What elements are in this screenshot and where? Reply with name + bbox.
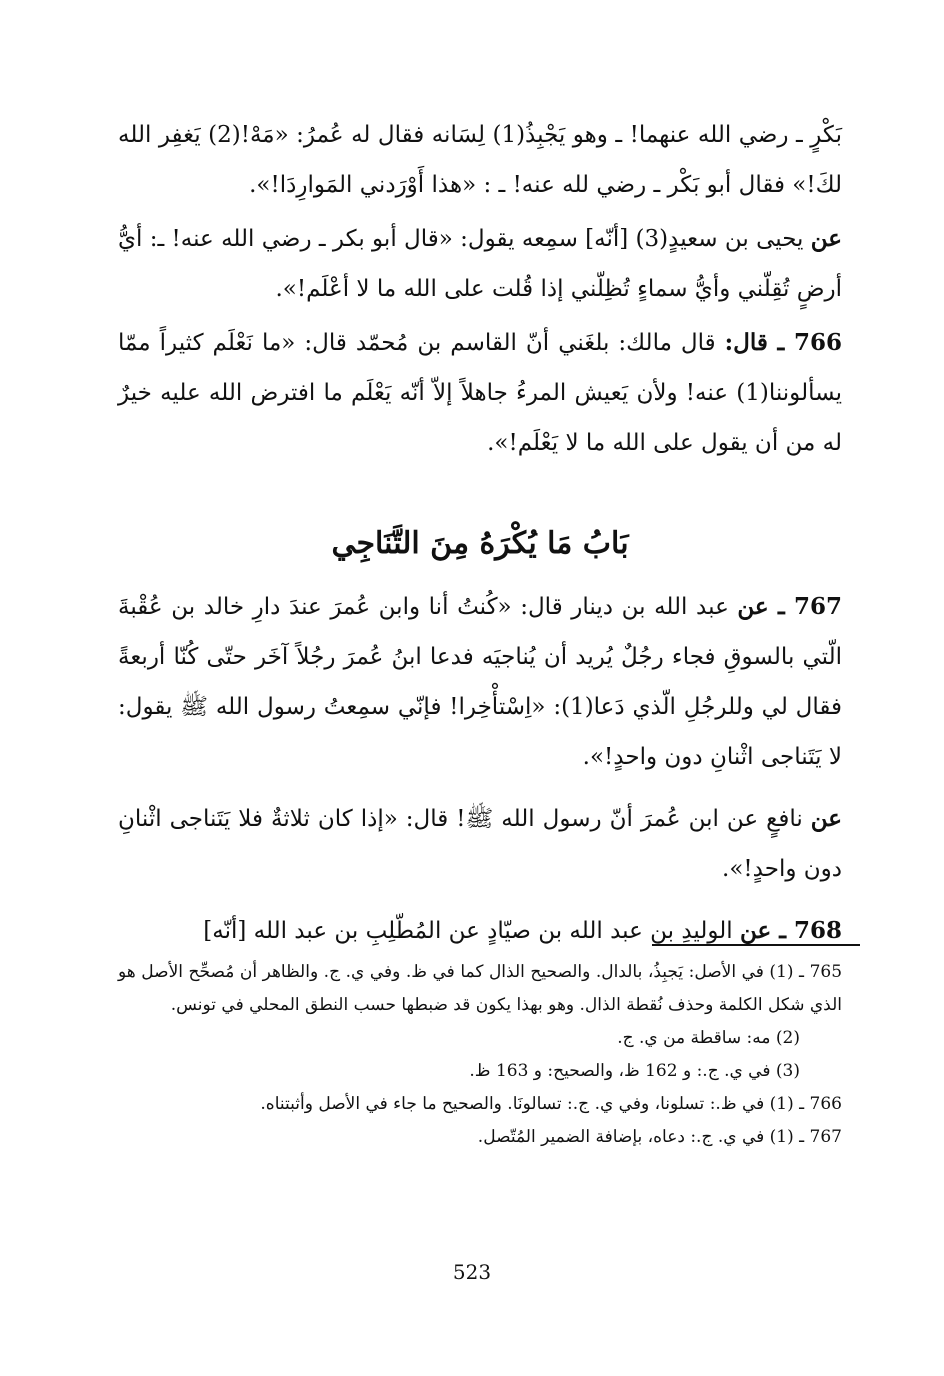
footnotes	[118, 956, 842, 1154]
paragraph-text: عبد الله بن دينار قال: «كُنتُ أنا وابن عُمرَ عندَ دارِ خالد بن عُقْبةَ الّتي بالسوقِ فجاء رجُلٌ يُريد أن يُناجيَه فدعا ابنُ عُمرَ رجُلاً آخَر حتّى كُنّا أربعةً فقال لي وللرجُلِ الّذي دَعا(1): «اِسْتأْخِرا! فإنّي سمِعتُ رسول الله ﷺ يقول: لا يَتَناجى اثْنانِ دون واحدٍ!».	[118, 594, 843, 770]
paragraph-text: يحيى بن سعيدٍ(3) [أنّه] سمِعه يقول: «قال أبو بكر ـ رضي الله عنه! ـ: أيُّ أرضٍ تُقِلّني وأيُّ سماءٍ تُظِلّني إذا قُلت على الله ما لا أعْلَم!».	[118, 226, 842, 302]
hadith-number: 768 ـ عن	[739, 917, 842, 944]
footnote: (2) مه: ساقطة من ي. ج.	[617, 1028, 800, 1048]
paragraph-text: بَكْرٍ ـ رضي الله عنهما! ـ وهو يَجْبِذُ(1) لِسَانه فقال له عُمرُ: «مَهْ!(2) يَغفِر الله لكَ!» فقال أبو بَكْر ـ رضي لله عنه! ـ : «هذا أَوْرَدني المَوارِدَا!».	[118, 122, 842, 198]
page-number: 523	[452, 1260, 492, 1284]
paragraph-text: قال مالك: بلغَني أنّ القاسم بن مُحمّد قال: «ما نَعْلَم كثيراً ممّا يسألوننا(1) عنه! ولأن يَعيش المرءُ جاهلاً إلاّ أنّه يَعْلَم ما افترض الله عليه خيرٌ له من أن يقول على الله ما لا يَعْلَم!».	[118, 330, 842, 456]
paragraph-text: نافعٍ عن ابن عُمرَ أنّ رسول الله ﷺ! قال: «إذا كان ثلاثةٌ فلا يَتَناجى اثْنانِ دون واحدٍ!».	[118, 806, 842, 882]
paragraph	[118, 214, 842, 314]
hadith-number: 767 ـ عن	[737, 593, 842, 620]
paragraph	[118, 794, 842, 894]
footnote: 765 ـ (1) في الأصل: يَجبِذُ، بالدال. والصحيح الذال كما في ظ. وفي ي. ج. والظاهر أن مُصحِّح الأصل هو الذي شكل الكلمة وحذف نُقطة الذال. وهو بهذا يكون قد ضبطها حسب النطق المحلي في تونس.	[118, 962, 843, 1015]
footnote-separator	[652, 944, 860, 946]
paragraph-767	[118, 582, 842, 782]
paragraph-lead: عن	[810, 225, 842, 252]
chapter-heading: بَابُ مَا يُكْرَهُ مِنَ التَّنَاجِي	[331, 526, 629, 561]
paragraph-text: الوليدِ بن عبد الله بن صيّادٍ عن المُطّلِبِ بن عبد الله [أنّه]	[203, 918, 740, 944]
hadith-number: 766 ـ قال:	[724, 329, 842, 356]
paragraph	[118, 110, 842, 210]
paragraph-768	[118, 906, 842, 956]
paragraph-lead: عن	[810, 805, 842, 832]
main-text	[118, 110, 842, 956]
footnote: 767 ـ (1) في ي. ج.: دعاه، بإضافة الضمير المُتّصل.	[477, 1127, 842, 1147]
paragraph-766	[118, 318, 842, 468]
footnote: (3) في ي. ج.: و 162 ظ، والصحيح: و 163 ظ.	[469, 1061, 800, 1081]
footnote: 766 ـ (1) في ظ.: تسلونا، وفي ي. ج.: تسالونَا. والصحيح ما جاء في الأصل وأثبتناه.	[260, 1094, 842, 1114]
